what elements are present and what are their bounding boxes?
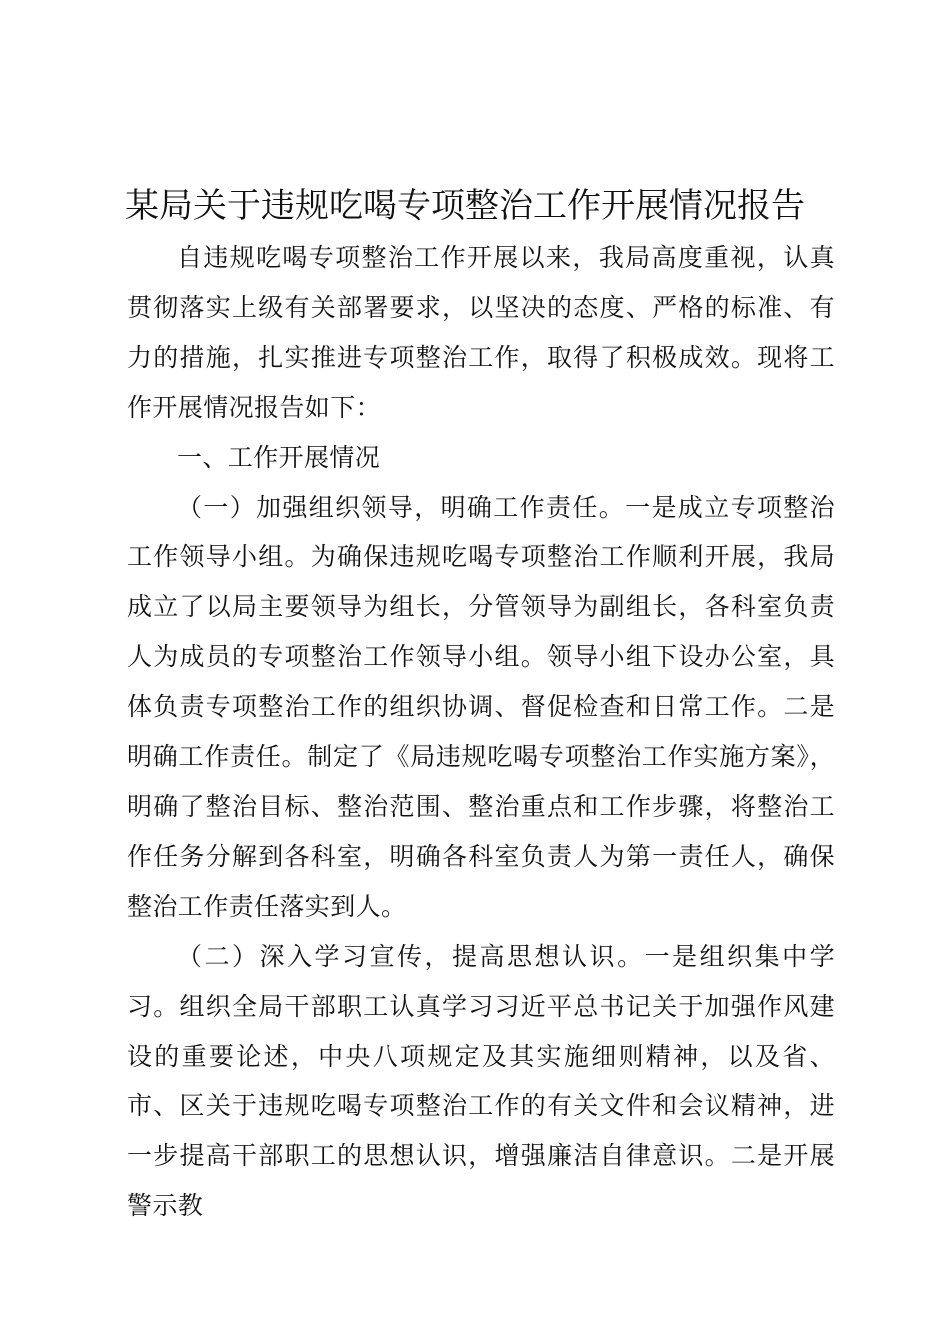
section-heading: 一、工作开展情况 — [177, 442, 381, 472]
paragraph-study: （二）深入学习宣传，提高思想认识。一是组织集中学习。组织全局干部职工认真学习习近平总书记关于加强作风建设的重要论述，中央八项规定及其实施细则精神，以及省、市、区关于违规吃喝专项整治工作的有关文件和会议精神，进一步提高干部职工的思想认识，增强廉洁自律意识。二是开展警示教 — [127, 941, 835, 1221]
paragraph-organization: （一）加强组织领导，明确工作责任。一是成立专项整治工作领导小组。为确保违规吃喝专项整治工作顺利开展，我局成立了以局主要领导为组长，分管领导为副组长，各科室负责人为成员的专项整治工作领导小组。领导小组下设办公室，具体负责专项整治工作的组织协调、督促检查和日常工作。二是明确工作责任。制定了《局违规吃喝专项整治工作实施方案》，明确了整治目标、整治范围、整治重点和工作步骤，将整治工作任务分解到各科室，明确各科室负责人为第一责任人，确保整治工作责任落实到人。 — [127, 492, 835, 921]
document-title: 某局关于违规吃喝专项整治工作开展情况报告 — [125, 186, 805, 226]
paragraph-intro: 自违规吃喝专项整治工作开展以来，我局高度重视，认真贯彻落实上级有关部署要求，以坚决的态度、严格的标准、有力的措施，扎实推进专项整治工作，取得了积极成效。现将工作开展情况报告如下： — [127, 243, 835, 422]
document-body — [127, 233, 835, 1231]
